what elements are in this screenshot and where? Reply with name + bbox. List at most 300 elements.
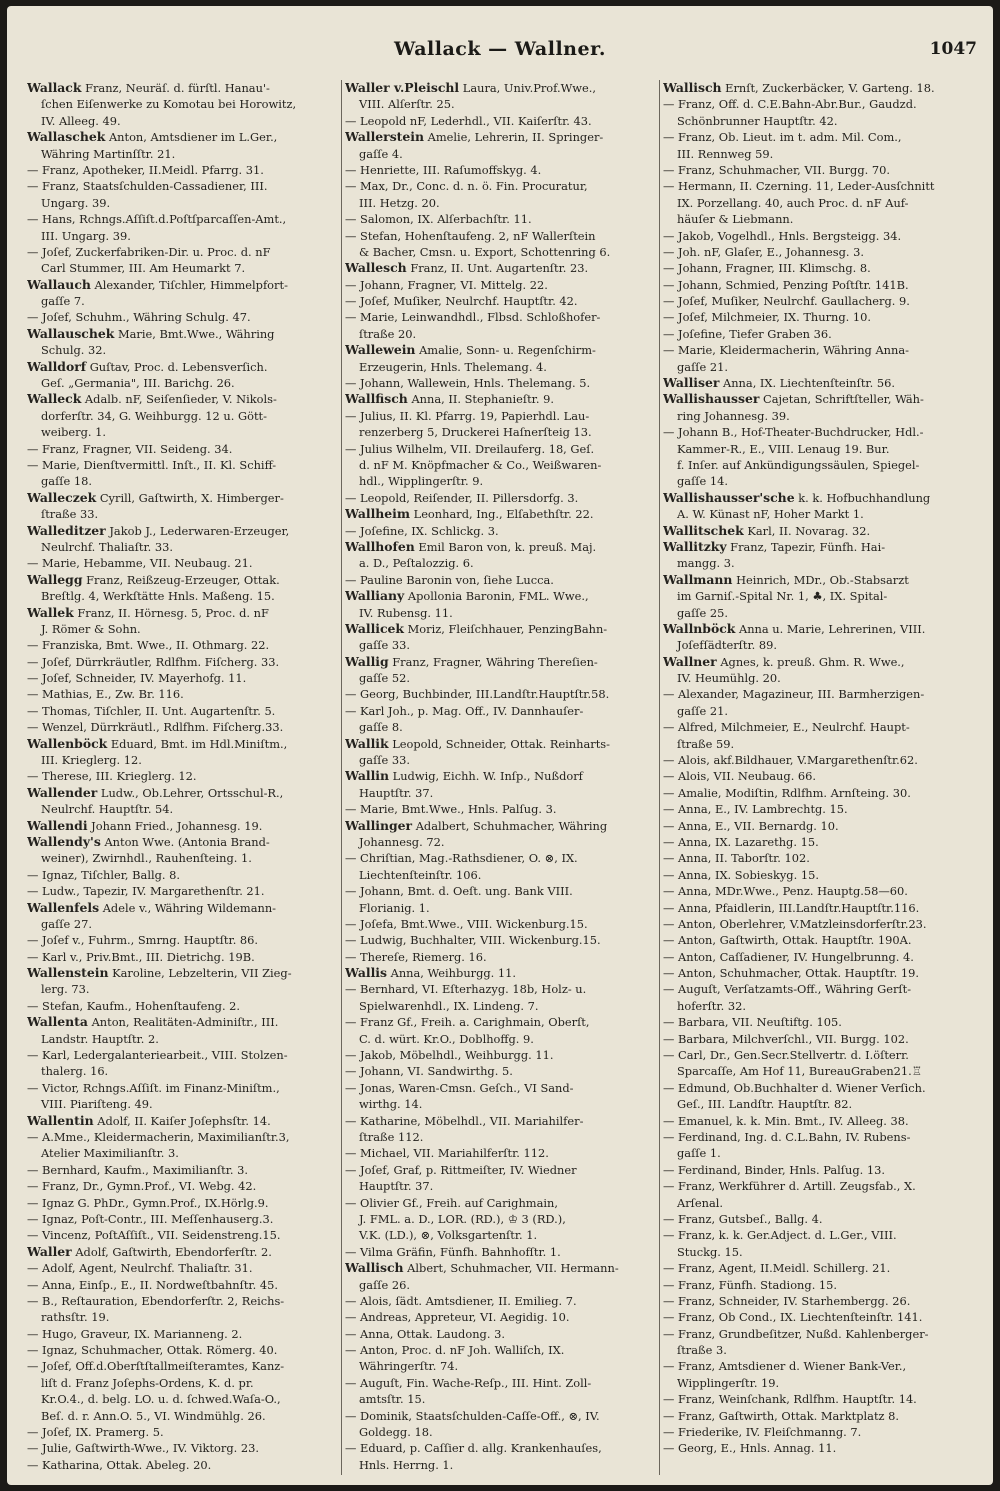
- entry-text: Karl, II. Novarag. 32.: [747, 523, 871, 538]
- directory-entry-line: [663, 1145, 975, 1161]
- directory-entry-line: [345, 96, 657, 112]
- directory-entry-line: [27, 342, 339, 358]
- entry-surname: Wallik: [345, 735, 389, 751]
- entry-text: VIII. Piariſteng. 49.: [41, 1097, 153, 1112]
- entry-text: Laura, Univ.Prof.Wwe.,: [462, 81, 597, 95]
- entry-surname: Wallesch: [345, 260, 407, 276]
- entry-text: ring Johannesg. 39.: [677, 408, 790, 423]
- entry-text: Anton Wwe. (Antonia Brand-: [104, 834, 270, 849]
- column-1: [27, 80, 339, 1480]
- directory-entry-line: [27, 768, 339, 784]
- entry-text: — Franz, Fünfh. Stadiong. 15.: [663, 1277, 838, 1292]
- entry-text: Franz, II. Unt. Augartenſtr. 23.: [410, 261, 589, 276]
- directory-entry-line: [663, 1162, 975, 1178]
- entry-text: — Johann, VI. Sandwirthg. 5.: [345, 1064, 513, 1079]
- entry-text: dorferſtr. 34, G. Weihburgg. 12 u. Gött-: [41, 408, 267, 423]
- entry-text: — Carl, Dr., Gen.Secr.Stellvertr. d. I.öſterr.: [663, 1048, 909, 1063]
- directory-entry-line: [27, 146, 339, 162]
- entry-text: Kr.O.4., d. belg. LO. u. d. ſchwed.Waſa-O.,: [41, 1392, 281, 1407]
- directory-entry-line: [663, 916, 975, 932]
- entry-text: Leopold, Schneider, Ottak. Reinharts-: [392, 736, 610, 751]
- entry-text: — Marie, Hebamme, VII. Neubaug. 21.: [27, 556, 253, 571]
- entry-surname: Wallishausser'sche: [663, 489, 795, 505]
- directory-entry-line: [345, 588, 657, 604]
- directory-entry-line: [663, 326, 975, 342]
- entry-text: — Franziska, Bmt. Wwe., II. Othmarg. 22.: [27, 638, 270, 653]
- column-divider: [659, 80, 660, 1475]
- entry-text: — Joſef, Graf, p. Rittmeiſter, IV. Wiedner: [345, 1162, 577, 1177]
- directory-entry-line: [27, 588, 339, 604]
- entry-surname: Wallender: [27, 784, 98, 800]
- entry-text: — Emanuel, k. k. Min. Bmt., IV. Alleeg. 38.: [663, 1113, 909, 1128]
- entry-text: — Franz, Grundbeſitzer, Nußd. Kahlenberger-: [663, 1326, 929, 1341]
- entry-text: Wipplingerſtr. 19.: [677, 1375, 780, 1390]
- entry-text: J. Römer & Sohn.: [41, 621, 141, 636]
- directory-entry-line: [663, 818, 975, 834]
- entry-text: Anton, Realitäten-Adminiſtr., III.: [91, 1015, 279, 1030]
- entry-text: — Eduard, p. Caſſier d. allg. Krankenhauſes,: [345, 1441, 602, 1456]
- entry-text: Arſenal.: [677, 1195, 724, 1210]
- directory-entry-line: [27, 309, 339, 325]
- directory-entry-line: [663, 375, 975, 391]
- directory-entry-line: [345, 244, 657, 260]
- directory-entry-line: [345, 572, 657, 588]
- directory-entry-line: [345, 686, 657, 702]
- entry-text: Ungarg. 39.: [41, 195, 111, 210]
- entry-text: — Joſef, Schneider, IV. Mayerhofg. 11.: [27, 671, 247, 686]
- directory-entry-line: [663, 1424, 975, 1440]
- entry-text: — Karl Joh., p. Mag. Off., IV. Dannhauſer-: [345, 703, 584, 718]
- directory-entry-line: [663, 1440, 975, 1456]
- entry-text: Schulg. 32.: [41, 343, 107, 358]
- directory-entry-line: [27, 1014, 339, 1030]
- entry-text: — Wenzel, Dürrkräutl., Rdlfhm. Fiſcherg.33.: [27, 720, 284, 735]
- directory-entry-line: [27, 916, 339, 932]
- entry-text: Atelier Maximilianſtr. 3.: [41, 1146, 179, 1161]
- directory-entry-line: [27, 1440, 339, 1456]
- directory-entry-line: [27, 113, 339, 129]
- directory-entry-line: [663, 949, 975, 965]
- entry-text: — Ignaz, Schuhmacher, Ottak. Römerg. 40.: [27, 1343, 278, 1358]
- directory-entry-line: [663, 244, 975, 260]
- directory-entry-line: [663, 178, 975, 194]
- directory-entry-line: [345, 1408, 657, 1424]
- entry-text: — Therese, III. Krieglerg. 12.: [27, 769, 197, 784]
- entry-text: — Anna, Pfaidlerin, III.Landſtr.Hauptſtr.116.: [663, 900, 920, 915]
- directory-entry-line: [663, 391, 975, 407]
- directory-entry-line: [27, 1326, 339, 1342]
- entry-text: — Vincenz, PoſtAſſiſt., VII. Seidenstreng.15.: [27, 1228, 281, 1243]
- entry-text: Emil Baron von, k. preuß. Maj.: [418, 539, 597, 554]
- directory-entry-line: [27, 1358, 339, 1374]
- directory-entry-line: [663, 900, 975, 916]
- directory-entry-line: [27, 932, 339, 948]
- directory-entry-line: [663, 1063, 975, 1079]
- entry-text: IV. Alleeg. 49.: [41, 113, 121, 128]
- entry-text: gaſſe 21.: [677, 359, 728, 374]
- directory-entry-line: [345, 1031, 657, 1047]
- directory-entry-line: [663, 1293, 975, 1309]
- directory-entry-line: [27, 1063, 339, 1079]
- entry-surname: Wallisch: [663, 80, 722, 95]
- directory-entry-line: [345, 1457, 657, 1473]
- entry-text: Beſ. d. r. Ann.O. 5., VI. Windmühlg. 26.: [41, 1408, 266, 1423]
- entry-text: — Ferdinand, Binder, Hnls. Palſug. 13.: [663, 1162, 886, 1177]
- entry-surname: Wallack: [27, 80, 82, 95]
- page-title: Wallack — Wallner.: [394, 38, 606, 60]
- directory-page: [7, 6, 993, 1485]
- directory-entry-line: [27, 178, 339, 194]
- directory-entry-line: [345, 900, 657, 916]
- entry-text: — Karl v., Priv.Bmt., III. Dietrichg. 19B.: [27, 949, 255, 964]
- entry-surname: Wallhofen: [345, 538, 415, 554]
- entry-surname: Walleck: [27, 391, 82, 407]
- directory-entry-line: [663, 1014, 975, 1030]
- directory-entry-line: [345, 1195, 657, 1211]
- directory-entry-line: [663, 670, 975, 686]
- entry-text: Spielwarenhdl., IX. Lindeng. 7.: [359, 998, 539, 1013]
- directory-entry-line: [27, 1244, 339, 1260]
- entry-text: — Stefan, Hohenſtaufeng. 2, nF Wallerſtein: [345, 228, 596, 243]
- entry-text: Währingerſtr. 74.: [359, 1359, 459, 1374]
- entry-text: — Auguſt, Verſatzamts-Off., Währing Gerſt-: [663, 982, 912, 997]
- directory-entry-line: [663, 703, 975, 719]
- entry-text: VIII. Alſerſtr. 25.: [359, 97, 455, 112]
- entry-text: Breſtlg. 4, Werkſtätte Hnls. Maßeng. 15.: [41, 589, 275, 604]
- directory-entry-line: [663, 1080, 975, 1096]
- entry-surname: Wallauschek: [27, 325, 115, 341]
- column-2: [345, 80, 657, 1480]
- directory-entry-line: [27, 1129, 339, 1145]
- entry-text: Amalie, Sonn- u. Regenſchirm-: [419, 343, 596, 358]
- directory-entry-line: [663, 1129, 975, 1145]
- directory-entry-line: [663, 834, 975, 850]
- entry-text: C. d. würt. Kr.O., Doblhoffg. 9.: [359, 1031, 534, 1046]
- entry-text: Franz, Fragner, Währing Thereſien-: [392, 654, 598, 669]
- directory-entry-line: [345, 490, 657, 506]
- directory-entry-line: [345, 326, 657, 342]
- directory-entry-line: [27, 736, 339, 752]
- directory-entry-line: [663, 1408, 975, 1424]
- entry-text: — Anna, IX. Lazarethg. 15.: [663, 834, 819, 849]
- directory-entry-line: [663, 1178, 975, 1194]
- directory-entry-line: [345, 375, 657, 391]
- entry-text: — Georg, E., Hnls. Annag. 11.: [663, 1441, 837, 1456]
- directory-entry-line: [663, 1047, 975, 1063]
- entry-text: — Hermann, II. Czerning. 11, Leder-Ausſchnitt: [663, 179, 935, 194]
- entry-text: — Salomon, IX. Alſerbachſtr. 11.: [345, 212, 532, 227]
- entry-text: Adalbert, Schuhmacher, Währing: [415, 818, 608, 833]
- entry-text: — Julie, Gaſtwirth-Wwe., IV. Viktorg. 23.: [27, 1441, 259, 1456]
- entry-text: Moriz, Fleiſchhauer, PenzingBahn-: [407, 621, 608, 636]
- entry-text: — Anna, MDr.Wwe., Penz. Hauptg.58—60.: [663, 884, 908, 899]
- directory-entry-line: [27, 375, 339, 391]
- entry-text: — Joſef, IX. Pramerg. 5.: [27, 1425, 164, 1440]
- entry-text: — Franz, Gutsbeſ., Ballg. 4.: [663, 1211, 823, 1226]
- directory-entry-line: [663, 981, 975, 997]
- directory-entry-line: [27, 572, 339, 588]
- entry-text: a. D., Peſtalozzig. 6.: [359, 556, 474, 571]
- directory-entry-line: [27, 965, 339, 981]
- directory-entry-line: [663, 506, 975, 522]
- entry-text: — Franz, Werkführer d. Artill. Zeugsfab., X.: [663, 1179, 916, 1194]
- column-divider: [341, 80, 342, 1475]
- entry-text: gaſſe 27.: [41, 916, 92, 931]
- entry-text: ſchen Eiſenwerke zu Komotau bei Horowitz,: [41, 97, 297, 112]
- entry-text: — Joſef v., Fuhrm., Smrng. Hauptſtr. 86.: [27, 933, 259, 948]
- directory-entry-line: [27, 539, 339, 555]
- entry-text: A. W. Künast nF, Hoher Markt 1.: [677, 507, 864, 522]
- entry-text: hoferſtr. 32.: [677, 998, 746, 1013]
- directory-entry-line: [27, 949, 339, 965]
- directory-entry-line: [27, 1031, 339, 1047]
- directory-entry-line: [27, 1047, 339, 1063]
- directory-entry-line: [663, 490, 975, 506]
- entry-surname: Wallishausser: [663, 391, 760, 407]
- directory-entry-line: [345, 457, 657, 473]
- directory-entry-line: [345, 424, 657, 440]
- directory-entry-line: [27, 1145, 339, 1161]
- directory-entry-line: [345, 605, 657, 621]
- directory-entry-line: [27, 326, 339, 342]
- entry-surname: Wallenta: [27, 1014, 88, 1030]
- directory-entry-line: [345, 260, 657, 276]
- entry-text: Cyrill, Gaſtwirth, X. Himberger-: [99, 490, 284, 505]
- directory-entry-line: [27, 900, 339, 916]
- entry-text: — Alois, VII. Neubaug. 66.: [663, 769, 817, 784]
- directory-entry-line: [663, 768, 975, 784]
- directory-entry-line: [27, 457, 339, 473]
- directory-entry-line: [345, 473, 657, 489]
- entry-text: weiner), Zwirnhdl., Rauhenſteing. 1.: [41, 851, 252, 866]
- entry-text: Franz, II. Hörnesg. 5, Proc. d. nF: [77, 605, 269, 620]
- directory-entry-line: [27, 441, 339, 457]
- entry-text: Carl Stummer, III. Am Heumarkt 7.: [41, 261, 246, 276]
- directory-entry-line: [345, 1178, 657, 1194]
- directory-entry-line: [27, 1424, 339, 1440]
- directory-entry-line: [27, 1227, 339, 1243]
- directory-entry-line: [27, 1342, 339, 1358]
- directory-entry-line: [345, 736, 657, 752]
- entry-text: — Joſef, Milchmeier, IX. Thurng. 10.: [663, 310, 872, 325]
- directory-entry-line: [27, 260, 339, 276]
- directory-entry-line: [27, 1211, 339, 1227]
- directory-entry-line: [345, 277, 657, 293]
- entry-text: Franz, Tapezir, Fünfh. Hai-: [730, 539, 886, 554]
- directory-entry-line: [345, 1113, 657, 1129]
- directory-entry-line: [27, 359, 339, 375]
- directory-entry-line: [27, 293, 339, 309]
- entry-text: gaſſe 1.: [677, 1146, 721, 1161]
- entry-surname: Wallitschek: [663, 522, 744, 538]
- directory-entry-line: [27, 555, 339, 571]
- directory-entry-line: [27, 80, 339, 96]
- entry-text: Geſ. „Germania", III. Barichg. 26.: [41, 376, 235, 391]
- directory-entry-line: [345, 932, 657, 948]
- directory-entry-line: [663, 96, 975, 112]
- directory-entry-line: [663, 1309, 975, 1325]
- entry-text: k. k. Hofbuchhandlung: [798, 490, 931, 505]
- entry-text: Neulrchf. Hauptſtr. 54.: [41, 802, 174, 817]
- directory-entry-line: [345, 703, 657, 719]
- directory-entry-line: [663, 424, 975, 440]
- entry-text: f. Inſer. auf Ankündigungssäulen, Spiegel-: [677, 457, 920, 472]
- directory-entry-line: [345, 391, 657, 407]
- entry-text: Guſtav, Proc. d. Lebensverſich.: [89, 359, 268, 374]
- directory-entry-line: [345, 621, 657, 637]
- entry-text: — Ignaz G. PhDr., Gymn.Prof., IX.Hörlg.9.: [27, 1195, 269, 1210]
- directory-entry-line: [345, 768, 657, 784]
- directory-entry-line: [27, 850, 339, 866]
- directory-entry-line: [345, 834, 657, 850]
- directory-entry-line: [663, 195, 975, 211]
- directory-entry-line: [27, 752, 339, 768]
- entry-text: — Franz, Gaſtwirth, Ottak. Marktplatz 8.: [663, 1408, 900, 1423]
- entry-text: — Franz, Schneider, IV. Starhembergg. 26.: [663, 1293, 911, 1308]
- entry-text: — Johann, Wallewein, Hnls. Thelemang. 5.: [345, 376, 591, 391]
- entry-text: — Dominik, Staatsſchulden-Caſſe-Off., ⊗, IV.: [345, 1408, 600, 1423]
- directory-entry-line: [345, 162, 657, 178]
- entry-surname: Wallisch: [345, 1260, 404, 1276]
- entry-text: — Joſefine, Tiefer Graben 36.: [663, 326, 832, 341]
- column-3: [663, 80, 975, 1480]
- directory-entry-line: [345, 1227, 657, 1243]
- directory-entry-line: [345, 146, 657, 162]
- directory-entry-line: [345, 785, 657, 801]
- directory-entry-line: [663, 1326, 975, 1342]
- entry-surname: Wallicek: [345, 620, 404, 636]
- entry-text: — Jakob, Möbelhdl., Weihburgg. 11.: [345, 1048, 554, 1063]
- entry-surname: Wallfisch: [345, 391, 408, 407]
- entry-text: III. Ungarg. 39.: [41, 228, 131, 243]
- directory-entry-line: [27, 1162, 339, 1178]
- entry-text: — Karl, Ledergalanteriearbeit., VIII. Stolzen-: [27, 1048, 288, 1063]
- entry-text: — Franz, Weinſchank, Rdlfhm. Hauptſtr. 14.: [663, 1392, 917, 1407]
- entry-text: — Katharine, Möbelhdl., VII. Mariahilfer-: [345, 1113, 584, 1128]
- directory-entry-line: [663, 162, 975, 178]
- entry-text: — Anna, E., IV. Lambrechtg. 15.: [663, 802, 848, 817]
- entry-text: — Johann, Fragner, VI. Mittelg. 22.: [345, 277, 548, 292]
- entry-text: — Johann B., Hof-Theater-Buchdrucker, Hdl.-: [663, 425, 924, 440]
- directory-entry-line: [27, 785, 339, 801]
- directory-entry-line: [663, 883, 975, 899]
- entry-text: Eduard, Bmt. im Hdl.Miniſtm.,: [110, 736, 288, 751]
- directory-entry-line: [27, 703, 339, 719]
- directory-entry-line: [27, 523, 339, 539]
- entry-text: Hnls. Herrng. 1.: [359, 1457, 454, 1472]
- entry-surname: Wallinger: [345, 817, 413, 833]
- directory-entry-line: [27, 211, 339, 227]
- entry-surname: Wallek: [27, 604, 74, 620]
- entry-text: — Edmund, Ob.Buchhalter d. Wiener Verſich.: [663, 1080, 926, 1095]
- entry-surname: Wallaschek: [27, 129, 106, 145]
- directory-entry-line: [27, 670, 339, 686]
- entry-surname: Wallegg: [27, 571, 83, 587]
- directory-entry-line: [345, 637, 657, 653]
- entry-text: — Michael, VII. Mariahilferſtr. 112.: [345, 1146, 549, 1161]
- directory-entry-line: [663, 211, 975, 227]
- entry-text: — A.Mme., Kleidermacherin, Maximilianſtr.3,: [27, 1130, 290, 1144]
- directory-entry-line: [345, 965, 657, 981]
- entry-text: — Georg, Buchbinder, III.Landſtr.Hauptſtr.58.: [345, 687, 610, 702]
- directory-entry-line: [663, 932, 975, 948]
- entry-text: Alexander, Tiſchler, Himmelpfort-: [94, 277, 288, 292]
- entry-text: — Barbara, VII. Neuſtiftg. 105.: [663, 1015, 842, 1030]
- entry-surname: Wallentin: [27, 1112, 94, 1128]
- entry-text: Liechtenſteinſtr. 106.: [359, 867, 482, 882]
- directory-entry-line: [663, 654, 975, 670]
- entry-text: — Julius, II. Kl. Pfarrg. 19, Papierhdl. Lau-: [345, 408, 590, 423]
- entry-text: Ludwig, Eichh. W. Inſp., Nußdorf: [392, 769, 583, 784]
- directory-entry-line: [345, 523, 657, 539]
- entry-text: — Franz, Dr., Gymn.Prof., VI. Webg. 42.: [27, 1179, 257, 1194]
- directory-entry-line: [663, 1358, 975, 1374]
- entry-text: — Victor, Rchngs.Aſſiſt. im Finanz-Miniſtm.,: [27, 1080, 280, 1095]
- directory-entry-line: [345, 228, 657, 244]
- directory-entry-line: [27, 998, 339, 1014]
- entry-text: Anna, II. Stephanieſtr. 9.: [411, 392, 554, 407]
- entry-surname: Walliany: [345, 588, 405, 604]
- entry-text: — Friederike, IV. Fleiſchmanng. 7.: [663, 1425, 862, 1440]
- entry-surname: Wallenfels: [27, 899, 100, 915]
- entry-text: Heinrich, MDr., Ob.-Stabsarzt: [736, 572, 909, 587]
- directory-entry-line: [663, 736, 975, 752]
- directory-entry-line: [663, 621, 975, 637]
- entry-text: — Franz, Ob Cond., IX. Liechtenſteinſtr. 141.: [663, 1310, 923, 1325]
- entry-text: — Franz, Staatsſchulden-Cassadiener, III.: [27, 179, 268, 194]
- directory-entry-line: [345, 293, 657, 309]
- entry-text: — Chriſtian, Mag.-Rathsdiener, O. ⊗, IX.: [345, 851, 578, 866]
- directory-entry-line: [663, 1375, 975, 1391]
- directory-entry-line: [345, 359, 657, 375]
- entry-text: Marie, Bmt.Wwe., Währing: [117, 326, 275, 341]
- entry-text: — Franz Gf., Freih. a. Carighmain, Oberſt,: [345, 1015, 590, 1030]
- directory-entry-line: [27, 1457, 339, 1473]
- entry-surname: Wallner: [663, 653, 717, 669]
- directory-entry-line: [345, 1014, 657, 1030]
- directory-entry-line: [663, 965, 975, 981]
- entry-text: — Thomas, Tiſchler, II. Unt. Augartenſtr. 5.: [27, 703, 276, 718]
- entry-text: Goldegg. 18.: [359, 1425, 433, 1440]
- directory-entry-line: [27, 1195, 339, 1211]
- entry-text: — Alexander, Magazineur, III. Barmherzigen-: [663, 687, 925, 702]
- entry-text: Karoline, Lebzelterin, VII Zieg-: [112, 966, 292, 981]
- entry-text: — Olivier Gf., Freih. auf Carighmain,: [345, 1195, 558, 1210]
- directory-entry-line: [345, 998, 657, 1014]
- entry-text: wirthg. 14.: [359, 1097, 423, 1112]
- directory-entry-line: [663, 539, 975, 555]
- directory-entry-line: [345, 1358, 657, 1374]
- directory-entry-line: [27, 818, 339, 834]
- directory-entry-line: [345, 1440, 657, 1456]
- entry-text: Apollonia Baronin, FML. Wwe.,: [407, 589, 589, 604]
- directory-entry-line: [345, 408, 657, 424]
- entry-text: d. nF M. Knöpfmacher & Co., Weißwaren-: [359, 457, 602, 472]
- entry-text: — Joſef, Dürrkräutler, Rdlfhm. Fiſcherg. 33.: [27, 654, 280, 669]
- entry-text: gaſſe 8.: [359, 720, 403, 735]
- entry-text: Albert, Schuhmacher, VII. Hermann-: [407, 1261, 619, 1276]
- running-header: [7, 38, 993, 66]
- entry-surname: Wallendi: [27, 817, 88, 833]
- directory-entry-line: [27, 244, 339, 260]
- entry-text: Agnes, k. preuß. Ghm. R. Wwe.,: [720, 654, 905, 669]
- entry-text: — Anton, Gaſtwirth, Ottak. Hauptſtr. 190A.: [663, 933, 912, 948]
- entry-surname: Wallitzky: [663, 538, 727, 554]
- directory-entry-line: [27, 391, 339, 407]
- entry-text: Hauptſtr. 37.: [359, 785, 434, 800]
- entry-surname: Wallenstein: [27, 965, 109, 981]
- entry-text: Joſefſädterſtr. 89.: [677, 638, 778, 653]
